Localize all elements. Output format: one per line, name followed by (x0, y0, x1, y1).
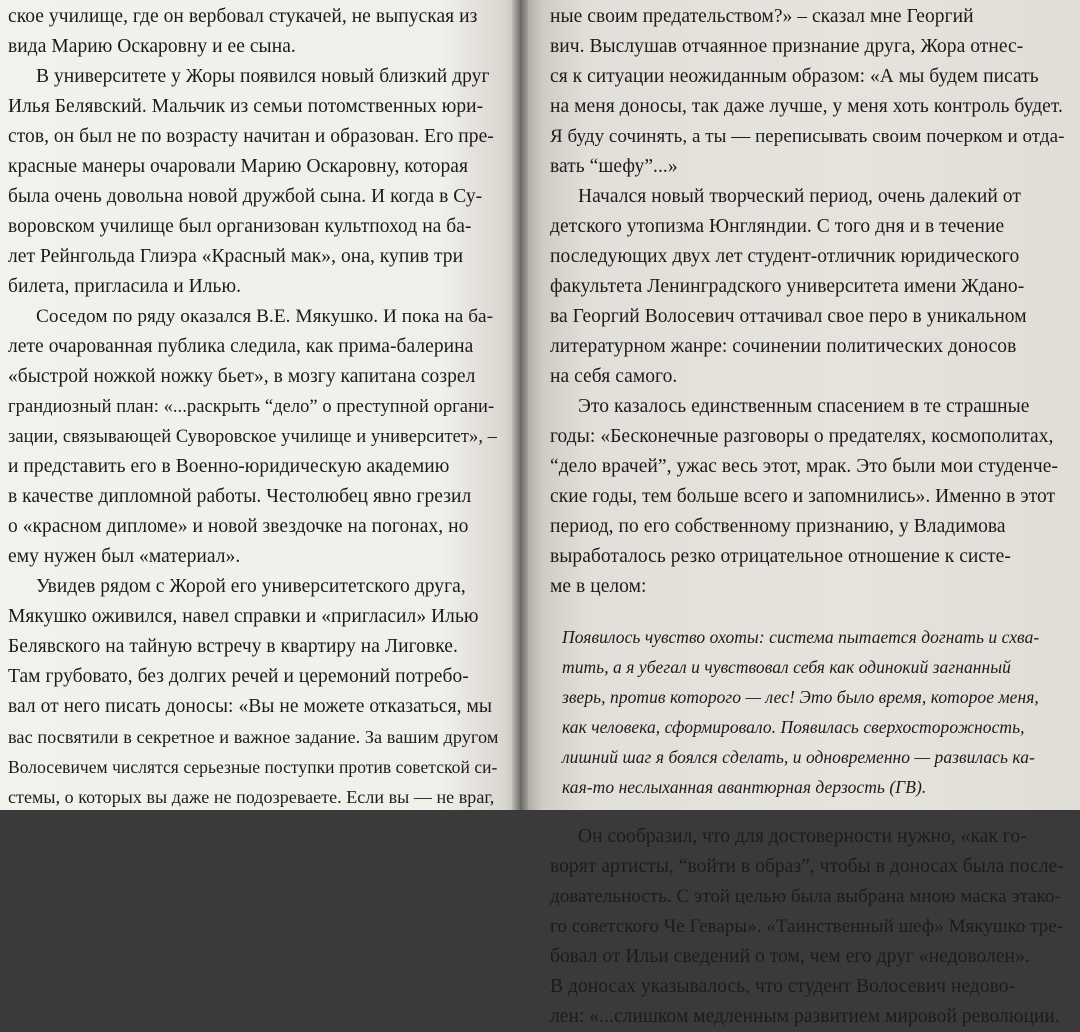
text-line: на себя самого. (550, 366, 678, 387)
text-line: Соседом по ряду оказался В.Е. Мякушко. И пока на ба- (36, 306, 494, 327)
text-line: Илья Белявский. Мальчик из семьи потомственных юри- (8, 96, 484, 117)
text-line: вас посвятили в секретное и важное задание. За вашим другом (8, 727, 499, 747)
text-line: ва Георгий Волосевич оттачивал свое перо в уникальном (550, 306, 1027, 327)
text-line: последующих двух лет студент-отличник юридического (550, 246, 1020, 267)
text-line: лете очарованная публика следила, как прима-балерина (8, 336, 474, 357)
text-line: Это казалось единственным спасением в те страшные (578, 396, 1030, 417)
text-line: вич. Выслушав отчаянное признание друга, Жора отнес- (550, 36, 1024, 57)
quote-line: как человека, сформировало. Появилась сверхосторожность, (562, 717, 1025, 737)
text-line: выработалось резко отрицательное отношение к систе- (550, 546, 1011, 567)
text-line: Начался новый творческий период, очень далекий от (578, 186, 1021, 207)
text-line: годы: «Бесконечные разговоры о предателях, космополитах, (550, 426, 1054, 447)
text-line: Там грубовато, без долгих речей и церемоний потребо- (8, 666, 469, 687)
text-line: ные своим предательством?» – сказал мне Георгий (550, 6, 974, 27)
text-line: Белявского на тайную встречу в квартиру на Лиговке. (8, 636, 458, 657)
quote-line: лишний шаг я боялся сделать, и одновременно — развилась ка- (562, 747, 1035, 767)
text-line: красные манеры очаровали Марию Оскаровну, которая (8, 156, 469, 177)
text-line: В доносах указывалось, что студент Волосевич недово- (550, 976, 1016, 997)
text-line: зации, связывающей Суворовское училище и университет», – (8, 427, 497, 447)
text-line: стов, он был не по возрасту начитан и образован. Его пре- (8, 126, 494, 147)
text-line: В университете у Жоры появился новый близкий друг (36, 66, 490, 87)
text-line: вать “шефу”...» (550, 156, 678, 177)
quote-line: Появилось чувство охоты: система пытается догнать и схва- (562, 627, 1040, 647)
text-line: детского утопизма Юнгляндии. С того дня и в течение (550, 216, 1005, 237)
text-line: воровском училище был организован культпоход на ба- (8, 216, 472, 237)
right-page (520, 0, 1080, 1027)
text-line: Я буду сочинять, а ты — переписывать своим почерком и отда- (550, 126, 1065, 147)
text-line: ское училище, где он вербовал стукачей, не выпуская из (8, 6, 478, 27)
block-quote-spacer (550, 802, 1066, 822)
text-line: на меня доносы, так даже лучше, у меня хоть контроль будет. (550, 96, 1063, 117)
text-line: вал от него писать доносы: «Вы не можете отказаться, мы (8, 696, 493, 717)
quote-line: тить, а я убегал и чувствовал себя как одинокий загнанный (562, 657, 1011, 677)
text-line: «быстрой ножкой ножку бьет», в мозгу капитана созрел (8, 366, 476, 387)
text-line: грандиозный план: «...раскрыть “дело” о преступной органи- (8, 397, 495, 417)
text-line: стемы, о которых вы даже не подозреваете. Если вы — не враг, (8, 787, 495, 807)
text-line: в качестве дипломной работы. Честолюбец явно грезил (8, 486, 472, 507)
text-line: Он сообразил, что для достоверности нужно, «как го- (578, 826, 1027, 847)
quote-line: кая-то неслыханная авантюрная дерзость (ГВ). (562, 777, 927, 797)
text-line: литературном жанре: сочинении политических доносов (550, 336, 1017, 357)
book-gutter-shadow (512, 0, 528, 810)
block-quote-spacer (550, 602, 1066, 622)
text-line: го советского Че Гевары». «Таинственный шеф» Мякушко тре- (550, 916, 1064, 937)
text-line: период, по его собственному признанию, у Владимова (550, 516, 1006, 537)
text-line: факультета Ленинградского университета имени Ждано- (550, 276, 1025, 297)
text-line: вида Марию Оскаровну и ее сына. (8, 36, 296, 57)
text-line: ему нужен был «материал». (8, 546, 241, 567)
text-line: довательность. С этой целью была выбрана мною маска этако- (550, 886, 1061, 907)
text-line: ворят артисты, “войти в образ”, чтобы в доносах была после- (550, 856, 1064, 877)
text-line: ме в целом: (550, 576, 647, 597)
text-line: Мякушко оживился, навел справки и «пригласил» Илью (8, 606, 479, 627)
text-line: о «красном дипломе» и новой звездочке на погонах, но (8, 516, 469, 537)
text-line: ские годы, тем больше всего и запомнились». Именно в этот (550, 486, 1056, 507)
text-line: бовал от Ильи сведений о том, чем его друг «недоволен». (550, 946, 1030, 967)
text-line: лен: «...слишком медленным развитием мировой революции. (550, 1006, 1060, 1027)
text-line: лет Рейнгольда Глиэра «Красный мак», она, купив три (8, 246, 464, 267)
text-line: Увидев рядом с Жорой его университетского друга, (36, 576, 466, 597)
text-line: Волосевичем числятся серьезные поступки против советской си- (8, 757, 498, 777)
text-line: билета, пригласила и Илью. (8, 276, 242, 297)
text-line: и представить его в Военно-юридическую академию (8, 456, 450, 477)
text-line: “дело врачей”, ужас весь этот, мрак. Это были мои студенче- (550, 456, 1059, 477)
text-line: была очень довольна новой дружбой сына. И когда в Су- (8, 186, 483, 207)
text-line: ся к ситуации неожиданным образом: «А мы будем писать (550, 66, 1039, 87)
quote-line: зверь, против которого — лес! Это было время, которое меня, (562, 687, 1039, 707)
left-page (0, 0, 520, 810)
